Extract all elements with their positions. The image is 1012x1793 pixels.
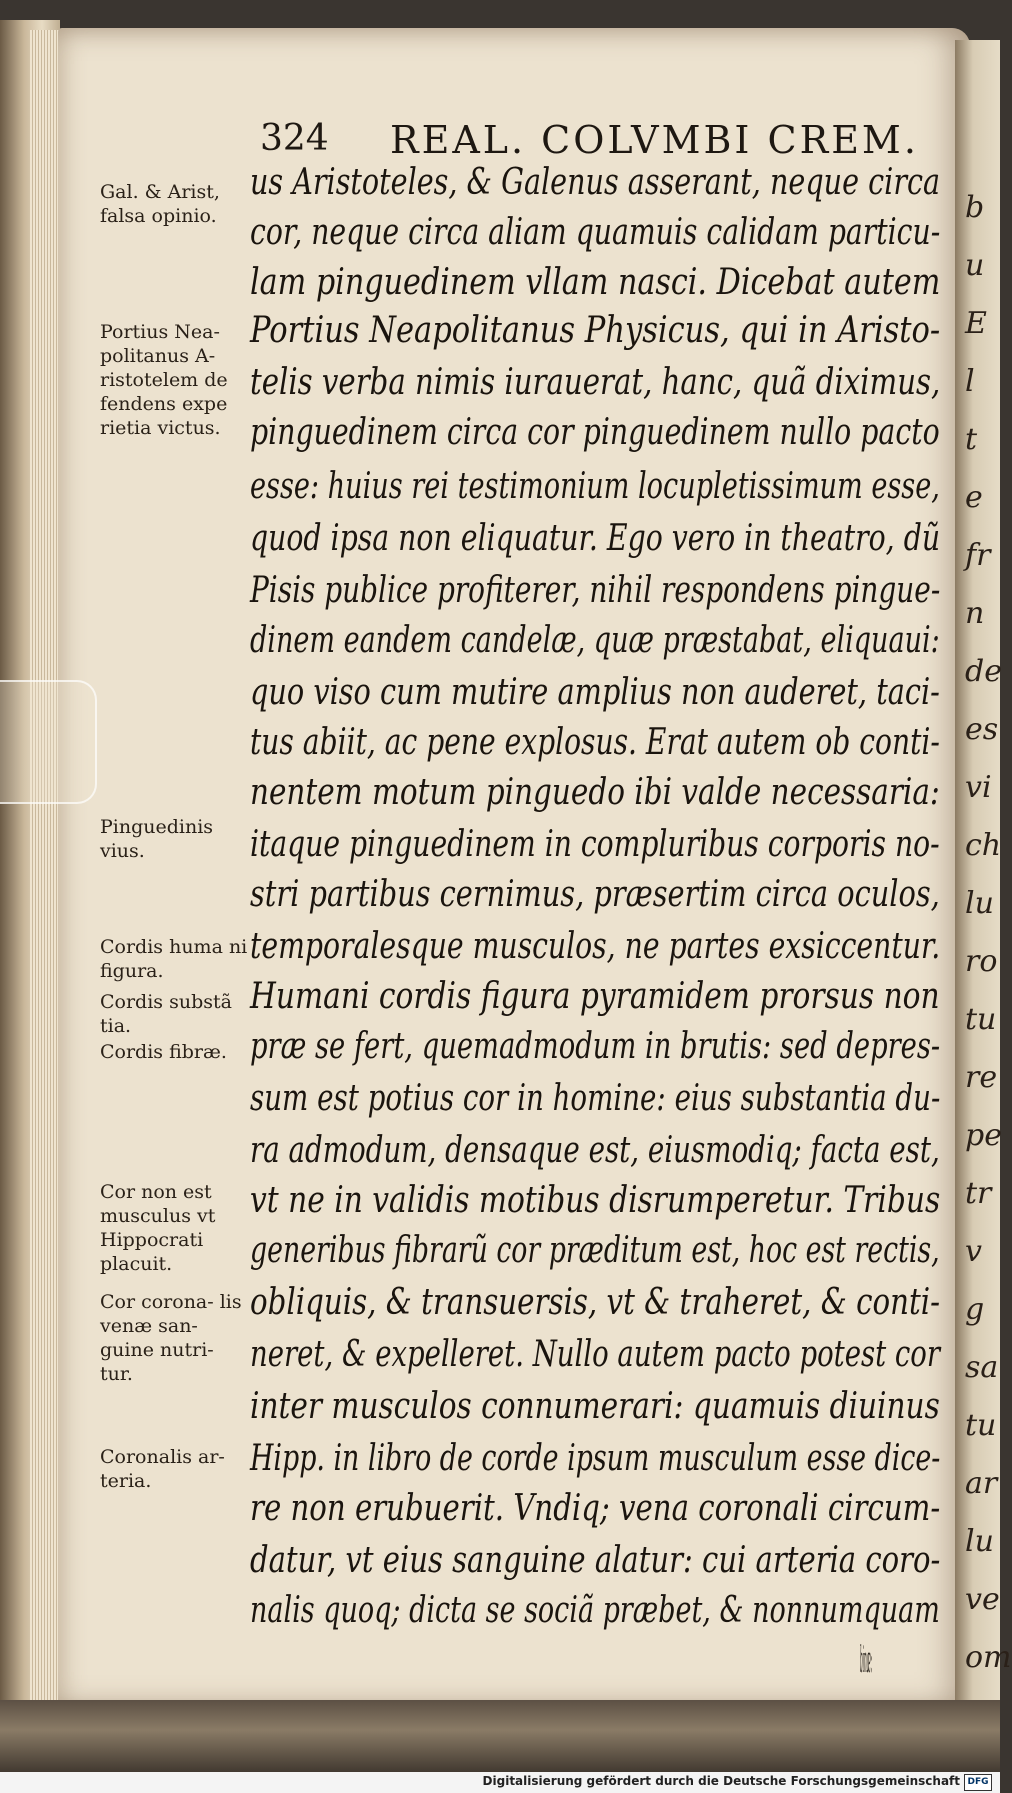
facing-page-fragment: l bbox=[965, 364, 975, 399]
dfg-logo: DFG bbox=[964, 1774, 992, 1791]
text-line: Pisis publice profiterer, nihil respondens pingue- bbox=[250, 570, 941, 611]
margin-note: Cordis fibræ. bbox=[100, 1041, 227, 1063]
facing-page-fragment: vi bbox=[965, 770, 992, 805]
text-line: quod ipsa non eliquatur. Ego vero in theatro, dũ bbox=[250, 518, 941, 559]
margin-note: Cor non est musculus vt Hippocrati placuit. bbox=[100, 1181, 216, 1275]
facing-page-fragment: ve bbox=[965, 1582, 1000, 1617]
facing-page-fragment: ro bbox=[965, 944, 998, 979]
text-line: ra admodum, densaque est, eiusmodiq; facta est, bbox=[250, 1130, 940, 1171]
text-line: inter musculos connumerari: quamuis diuinus bbox=[250, 1386, 940, 1427]
text-line: præ se fert, quemadmodum in brutis: sed depres- bbox=[250, 1026, 941, 1067]
facing-page-fragment: re bbox=[965, 1060, 998, 1095]
text-line: temporalesque musculos, ne partes exsiccentur. bbox=[250, 926, 941, 967]
facing-page-fragment: n bbox=[965, 596, 985, 631]
facing-page-fragment: tu bbox=[965, 1408, 997, 1443]
facing-page-edge bbox=[955, 40, 1012, 1700]
text-line: obliquis, & transuersis, vt & traheret, & conti- bbox=[250, 1282, 941, 1323]
footer-credit: Digitalisierung gefördert durch die Deutsche Forschungsgemeinschaft bbox=[482, 1774, 960, 1788]
text-line: pinguedinem circa cor pinguedinem nullo pacto bbox=[250, 412, 940, 453]
book-bottom-edge bbox=[0, 1700, 1000, 1775]
facing-page-fragment: E bbox=[965, 306, 987, 341]
margin-note: Coronalis ar- teria. bbox=[100, 1446, 225, 1492]
margin-note: Pinguedinis vius. bbox=[100, 816, 214, 862]
text-line: dinem eandem candelæ, quæ præstabat, eliquaui: bbox=[250, 620, 940, 661]
facing-page-fragment: e bbox=[965, 480, 983, 515]
text-line: sum est potius cor in homine: eius substantia du- bbox=[250, 1078, 941, 1119]
facing-page-fragment: ch bbox=[965, 828, 1002, 863]
text-line: Hipp. in libro de corde ipsum musculum esse dice- bbox=[250, 1438, 941, 1479]
text-line: datur, vt eius sanguine alatur: cui arteria coro- bbox=[250, 1540, 941, 1581]
margin-note: Gal. & Arist, falsa opinio. bbox=[100, 181, 220, 227]
facing-page-fragment: fr bbox=[965, 538, 991, 573]
facing-page-fragment: b bbox=[965, 190, 985, 225]
facing-page-fragment: tr bbox=[965, 1176, 992, 1211]
text-line: esse: huius rei testimonium locupletissimum esse, bbox=[250, 466, 940, 507]
text-line: itaque pinguedinem in compluribus corporis no- bbox=[250, 824, 940, 865]
text-line: telis verba nimis iurauerat, hanc, quã diximus, bbox=[250, 362, 941, 403]
text-line: generibus fibrarũ cor præditum est, hoc est rectis, bbox=[250, 1230, 940, 1271]
text-line: us Aristoteles, & Galenus asserant, neque circa bbox=[250, 162, 941, 203]
facing-page-fragment: ar bbox=[965, 1466, 998, 1501]
text-line: Portius Neapolitanus Physicus, qui in Aristo- bbox=[250, 310, 941, 351]
text-line: binæ: bbox=[860, 1640, 873, 1681]
facing-page-fragment: sa bbox=[965, 1350, 999, 1385]
margin-note: Cordis substã tia. bbox=[100, 991, 232, 1037]
running-head: REAL. COLVMBI CREM. bbox=[390, 118, 919, 162]
text-line: tus abiit, ac pene explosus. Erat autem ob conti- bbox=[250, 722, 940, 763]
margin-note: Cor corona- lis venæ san- guine nutri- tur. bbox=[100, 1291, 242, 1385]
facing-page-fragment: g bbox=[965, 1292, 985, 1327]
digitization-footer bbox=[0, 1772, 1000, 1793]
thumb-tab bbox=[0, 680, 97, 804]
facing-page-fragment: u bbox=[965, 248, 985, 283]
facing-page-fragment: t bbox=[965, 422, 978, 457]
text-line: stri partibus cernimus, præsertim circa oculos, bbox=[250, 874, 940, 915]
facing-page-fragment: tu bbox=[965, 1002, 997, 1037]
facing-page-fragment: lu bbox=[965, 886, 994, 921]
text-line: neret, & expelleret. Nullo autem pacto potest cor bbox=[250, 1334, 941, 1375]
facing-page-fragment: de bbox=[965, 654, 1002, 689]
text-line: cor, neque circa aliam quamuis calidam particu- bbox=[250, 212, 941, 253]
margin-note: Cordis huma ni figura. bbox=[100, 936, 248, 982]
text-line: lam pinguedinem vllam nasci. Dicebat autem bbox=[250, 262, 941, 303]
facing-page-fragment: v bbox=[965, 1234, 982, 1269]
text-line: nentem motum pinguedo ibi valde necessaria: bbox=[250, 772, 940, 813]
facing-page-fragment: pe bbox=[965, 1118, 1002, 1153]
facing-page-fragment: om bbox=[965, 1640, 1012, 1675]
page-number: 324 bbox=[260, 118, 329, 159]
text-line: nalis quoq; dicta se sociã præbet, & nonnumquam bbox=[250, 1590, 940, 1631]
facing-page-fragment: lu bbox=[965, 1524, 994, 1559]
facing-page-fragment: es bbox=[965, 712, 999, 747]
text-line: vt ne in validis motibus disrumperetur. Tribus bbox=[250, 1180, 941, 1221]
margin-note: Portius Nea- politanus A- ristotelem de fendens expe rietia victus. bbox=[100, 321, 228, 439]
text-line: re non erubuerit. Vndiq; vena coronali circum- bbox=[250, 1488, 941, 1529]
text-line: Humani cordis figura pyramidem prorsus non bbox=[250, 976, 940, 1017]
text-line: quo viso cum mutire amplius non auderet, taci- bbox=[250, 672, 940, 713]
